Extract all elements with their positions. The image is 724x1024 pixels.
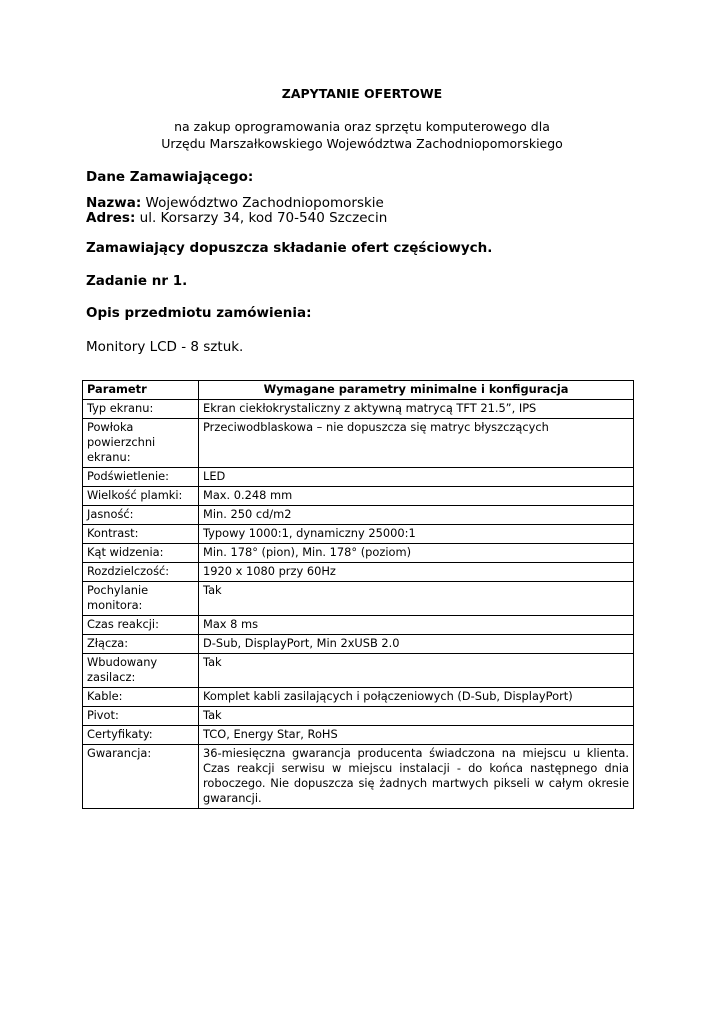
row-value: Min. 250 cd/m2	[199, 506, 634, 525]
row-parameter: Powłoka powierzchni ekranu:	[83, 419, 199, 468]
row-parameter: Jasność:	[83, 506, 199, 525]
row-value: 1920 x 1080 przy 60Hz	[199, 563, 634, 582]
row-parameter: Podświetlenie:	[83, 468, 199, 487]
table-row	[83, 745, 634, 809]
row-value: 36-miesięczna gwarancja producenta świadczona na miejscu u klienta. Czas reakcji serwisu w miejscu instalacji - do końca następnego dnia roboczego. Nie dopuszcza się żadnych martwych pikseli w całym okresie gwarancji.	[199, 745, 634, 809]
table-row	[83, 506, 634, 525]
row-value: Max. 0.248 mm	[199, 487, 634, 506]
row-parameter: Rozdzielczość:	[83, 563, 199, 582]
client-address	[86, 210, 387, 226]
row-value: Tak	[199, 654, 634, 688]
row-value: Typowy 1000:1, dynamiczny 25000:1	[199, 525, 634, 544]
row-value: Min. 178° (pion), Min. 178° (poziom)	[199, 544, 634, 563]
row-parameter: Pochylanie monitora:	[83, 582, 199, 616]
table-row	[83, 616, 634, 635]
row-value: D-Sub, DisplayPort, Min 2xUSB 2.0	[199, 635, 634, 654]
document-title: ZAPYTANIE OFERTOWE	[281, 86, 443, 101]
row-value: Max 8 ms	[199, 616, 634, 635]
row-value: Przeciwodblaskowa – nie dopuszcza się matryc błyszczących	[199, 419, 634, 468]
table-row	[83, 635, 634, 654]
subject-heading: Opis przedmiotu zamówienia:	[86, 305, 312, 321]
row-value: Tak	[199, 707, 634, 726]
row-parameter: Typ ekranu:	[83, 400, 199, 419]
spec-table	[82, 380, 634, 809]
row-value: LED	[199, 468, 634, 487]
table-row	[83, 419, 634, 468]
table-row	[83, 688, 634, 707]
table-row	[83, 487, 634, 506]
table-row	[83, 563, 634, 582]
table-row	[83, 707, 634, 726]
row-value: Komplet kabli zasilających i połączeniowych (D-Sub, DisplayPort)	[199, 688, 634, 707]
subtitle-line-1: na zakup oprogramowania oraz sprzętu komputerowego dla	[174, 119, 550, 134]
client-name	[86, 195, 384, 211]
document-subtitle	[0, 118, 724, 152]
client-address-value: ul. Korsarzy 34, kod 70-540 Szczecin	[135, 210, 388, 226]
row-value: Ekran ciekłokrystaliczny z aktywną matrycą TFT 21.5”, IPS	[199, 400, 634, 419]
row-parameter: Kable:	[83, 688, 199, 707]
row-parameter: Czas reakcji:	[83, 616, 199, 635]
table-row	[83, 525, 634, 544]
task-heading: Zadanie nr 1.	[86, 273, 188, 289]
client-address-label: Adres:	[86, 210, 136, 226]
table-row	[83, 582, 634, 616]
row-value: Tak	[199, 582, 634, 616]
table-row	[83, 468, 634, 487]
table-row	[83, 544, 634, 563]
table-row	[83, 400, 634, 419]
header-parameter: Parametr	[83, 381, 199, 400]
row-parameter: Kąt widzenia:	[83, 544, 199, 563]
partial-offers-note: Zamawiający dopuszcza składanie ofert częściowych.	[86, 240, 493, 256]
client-heading: Dane Zamawiającego:	[86, 169, 254, 185]
client-name-label: Nazwa:	[86, 195, 142, 211]
client-name-value: Województwo Zachodniopomorskie	[141, 195, 384, 211]
table-header-row	[83, 381, 634, 400]
row-parameter: Kontrast:	[83, 525, 199, 544]
row-parameter: Certyfikaty:	[83, 726, 199, 745]
header-requirements: Wymagane parametry minimalne i konfiguracja	[199, 381, 634, 400]
subtitle-line-2: Urzędu Marszałkowskiego Województwa Zachodniopomorskiego	[161, 136, 563, 151]
item-description: Monitory LCD - 8 sztuk.	[86, 339, 244, 355]
row-parameter: Pivot:	[83, 707, 199, 726]
row-parameter: Gwarancja:	[83, 745, 199, 809]
row-parameter: Złącza:	[83, 635, 199, 654]
row-parameter: Wbudowany zasilacz:	[83, 654, 199, 688]
table-row	[83, 726, 634, 745]
row-value: TCO, Energy Star, RoHS	[199, 726, 634, 745]
row-parameter: Wielkość plamki:	[83, 487, 199, 506]
table-row	[83, 654, 634, 688]
